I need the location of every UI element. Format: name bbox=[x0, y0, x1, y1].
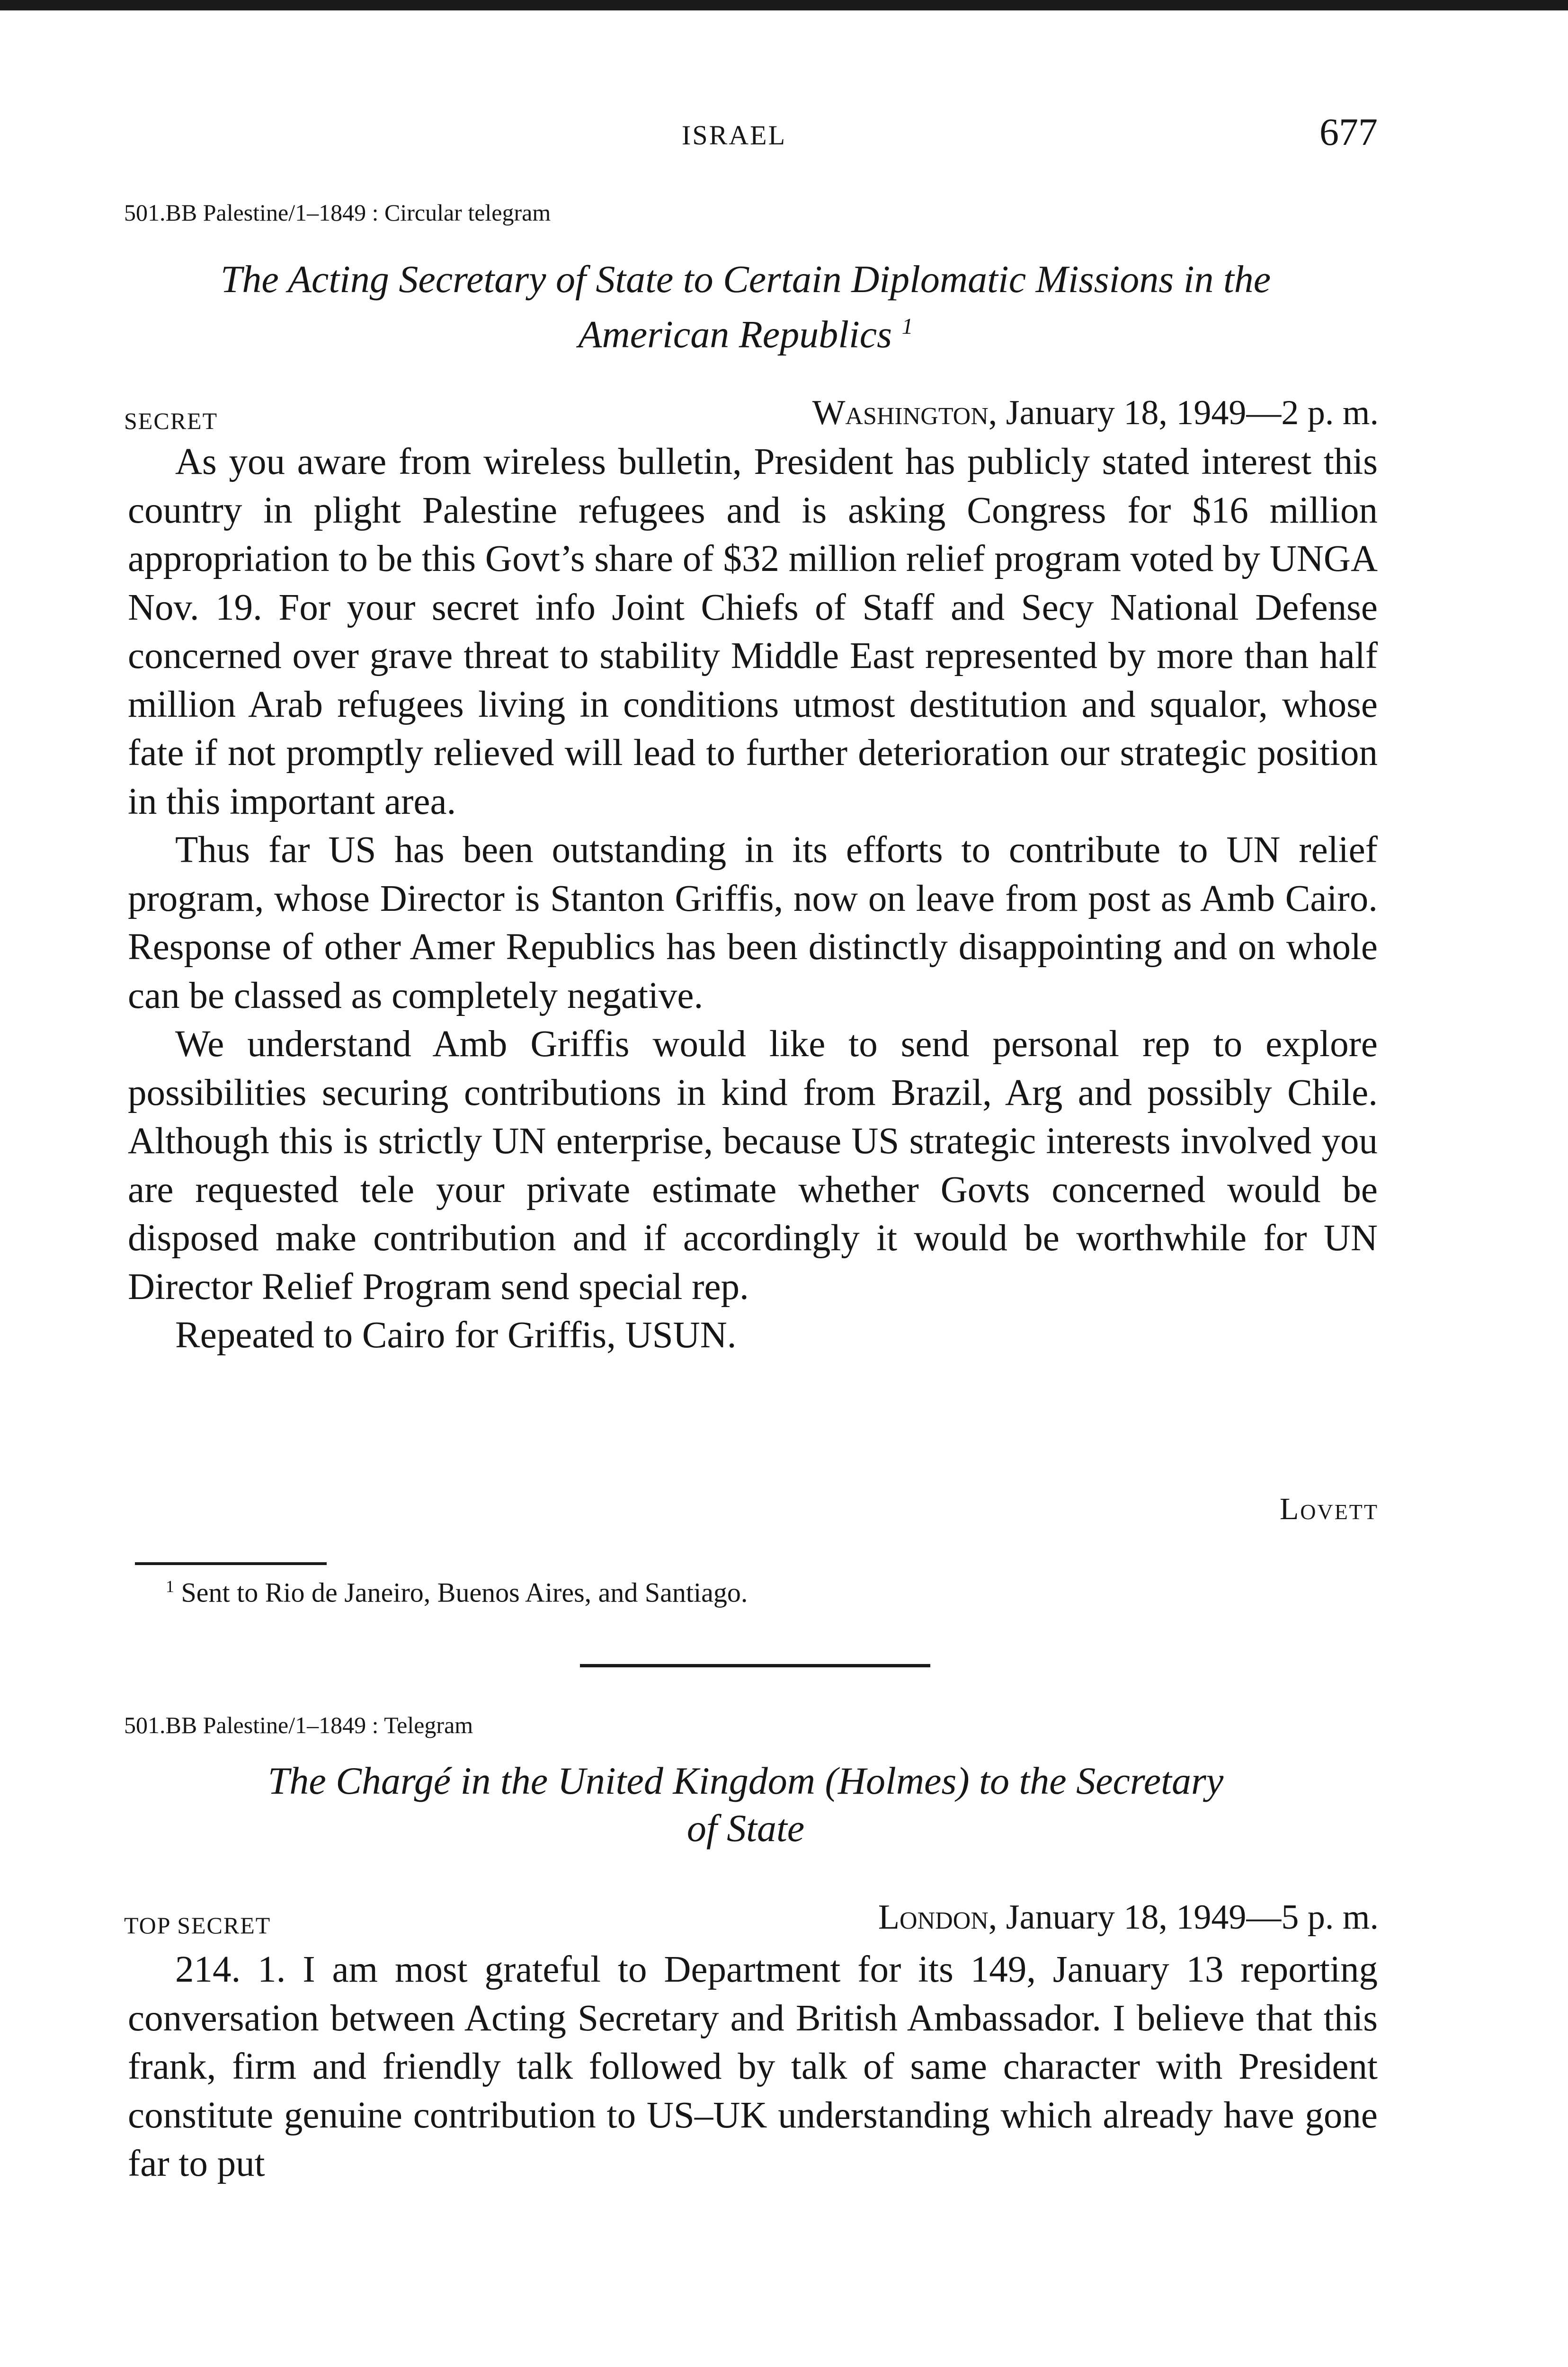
page-number: 677 bbox=[1319, 110, 1378, 153]
paragraph: Thus far US has been outstanding in its efforts to contribute to UN relief program, whose Director is Stanton Griffis, now on leave from post as Amb Cairo. Response of other Amer Republics has been distinctly disappointing and on whole can be classed as completely negative. bbox=[128, 829, 1378, 1016]
running-head: ISRAEL bbox=[682, 120, 786, 151]
paragraph: We understand Amb Griffis would like to send personal rep to explore possibilities securing contributions in kind from Brazil, Arg and possibly Chile. Although this is strictly UN enterprise, because US strategic interests involved you are requested tele your private estimate whether Govts concerned would be disposed make contribution and if accordingly it would be worthwhile for UN Director Relief Program send special rep. bbox=[128, 1023, 1378, 1308]
title-text: American Republics bbox=[578, 312, 892, 356]
title-line: of State bbox=[686, 1806, 805, 1850]
paragraph: Repeated to Cairo for Griffis, USUN. bbox=[175, 1315, 737, 1356]
dateline-place: Washington bbox=[812, 393, 989, 432]
dateline-date: , January 18, 1949—5 p. m. bbox=[988, 1898, 1379, 1937]
document-title-2 bbox=[118, 1757, 1373, 1852]
dateline-2 bbox=[878, 1897, 1379, 1938]
dateline-place: London bbox=[878, 1898, 989, 1937]
classification-2: TOP SECRET bbox=[124, 1912, 271, 1939]
section-divider bbox=[580, 1664, 930, 1667]
footnote-marker: 1 bbox=[901, 314, 913, 339]
top-edge-rule bbox=[0, 0, 1568, 10]
footnote-marker: 1 bbox=[166, 1577, 174, 1596]
dateline-1 bbox=[812, 393, 1379, 433]
classification-1: SECRET bbox=[124, 408, 218, 434]
paragraph: 214. 1. I am most grateful to Department for its 149, January 13 reporting conversation between Acting Secretary and British Ambassador. I believe that this frank, firm and friendly talk followed by talk of same character with President constitute genuine contribution to US–UK understanding which already have gone far to put bbox=[128, 1949, 1378, 2184]
file-reference-2: 501.BB Palestine/1–1849 : Telegram bbox=[124, 1712, 473, 1738]
document-title-1 bbox=[118, 256, 1373, 358]
telegram-body-2 bbox=[128, 1946, 1378, 2189]
footnote-text: Sent to Rio de Janeiro, Buenos Aires, and Santiago. bbox=[174, 1577, 748, 1608]
paragraph: As you aware from wireless bulletin, President has publicly stated interest this country in plight Palestine refugees and is asking Congress for $16 million appropriation to be this Govt’s share of $32 million relief program voted by UNGA Nov. 19. For your secret info Joint Chiefs of Staff and Secy National Defense concerned over grave threat to stability Middle East represented by more than half million Arab refugees living in conditions utmost destitution and squalor, whose fate if not promptly relieved will lead to further deterioration our strategic position in this important area. bbox=[128, 441, 1378, 822]
dateline-date: , January 18, 1949—2 p. m. bbox=[988, 393, 1379, 432]
title-line bbox=[118, 303, 1373, 358]
title-line: The Acting Secretary of State to Certain Diplomatic Missions in the bbox=[220, 258, 1271, 301]
footnote-rule bbox=[135, 1562, 327, 1565]
file-reference-1: 501.BB Palestine/1–1849 : Circular telegram bbox=[124, 199, 551, 226]
telegram-body-1 bbox=[128, 438, 1378, 1360]
title-line: The Chargé in the United Kingdom (Holmes) to the Secretary bbox=[267, 1759, 1224, 1802]
signature: Lovett bbox=[1279, 1492, 1379, 1526]
footnote bbox=[166, 1576, 748, 1608]
